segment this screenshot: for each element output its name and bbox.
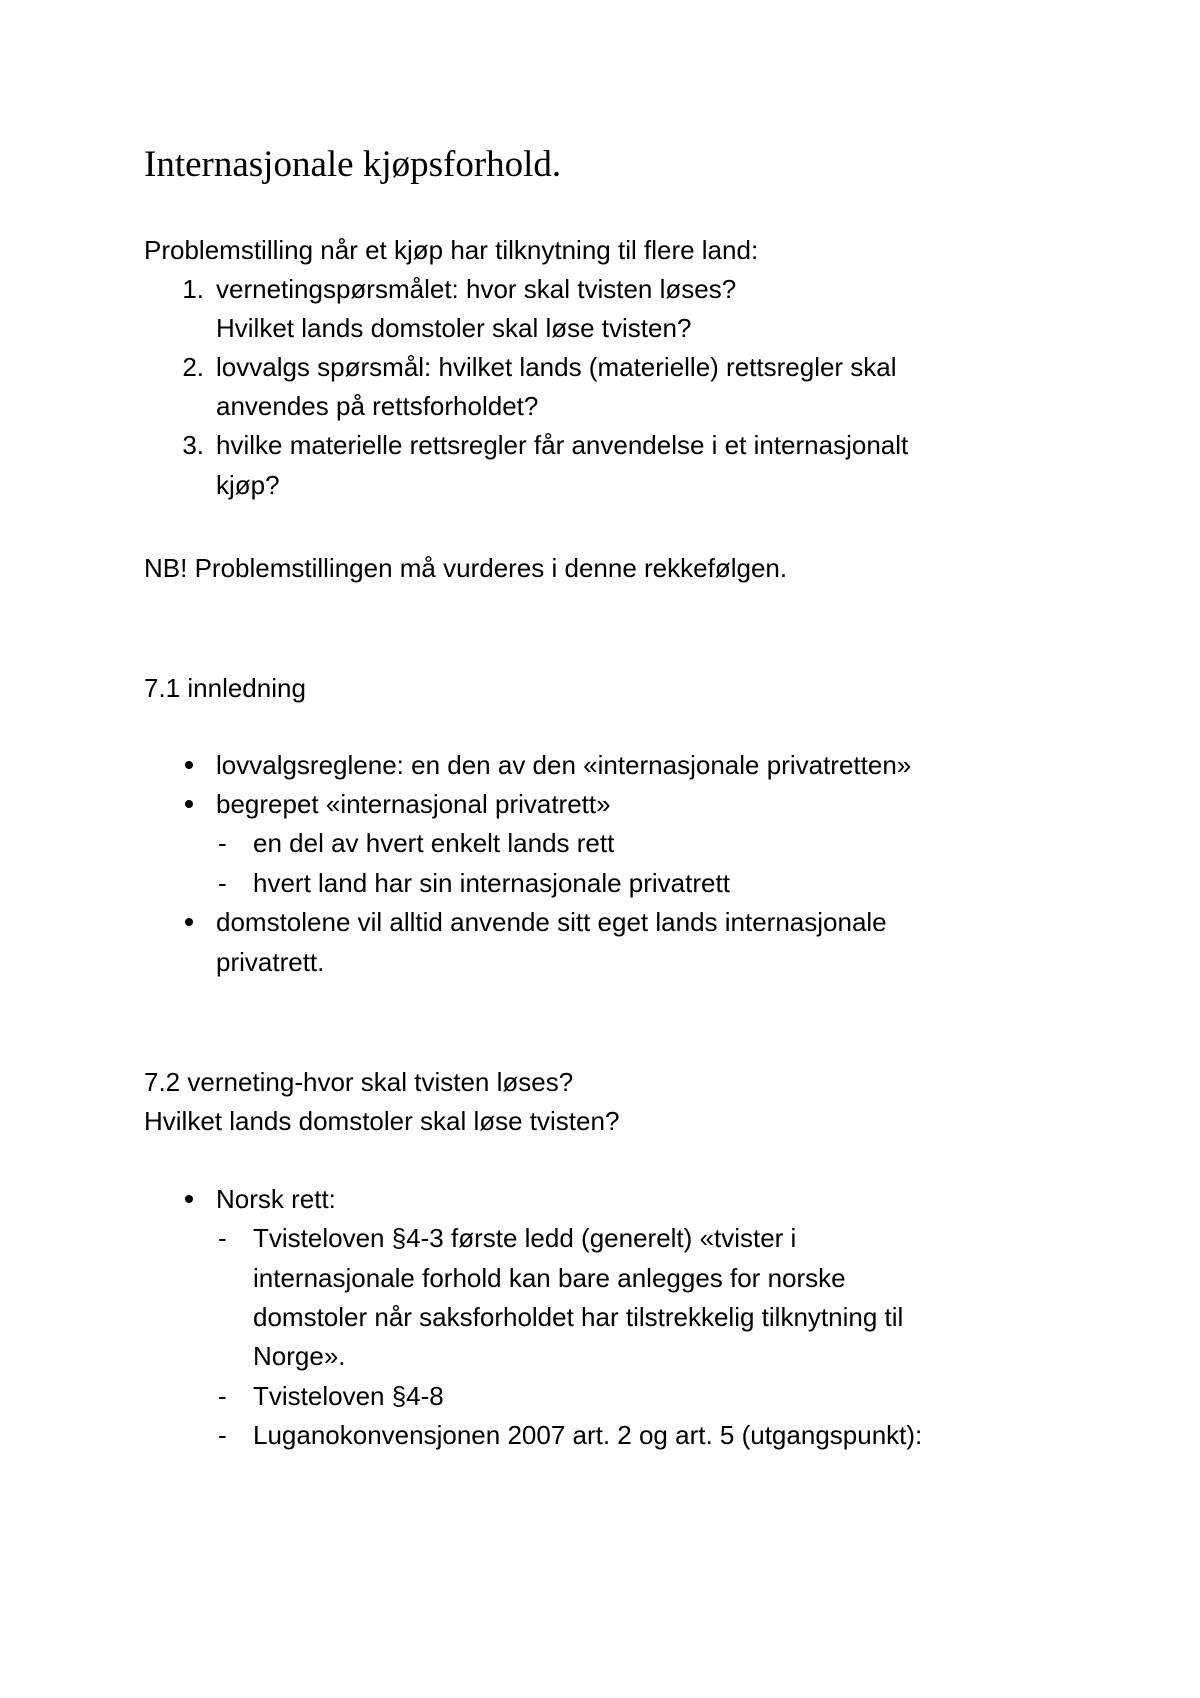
dash-item-text: Tvisteloven §4-3 første ledd (generelt) «tvister i [253, 1223, 797, 1253]
bullet-item-text: Norsk rett: [216, 1184, 336, 1214]
dash-item-text: hvert land har sin internasjonale privatrett [253, 868, 730, 898]
dash-marker: - [218, 868, 227, 898]
section-subheading: Hvilket lands domstoler skal løse tvisten? [144, 1106, 620, 1136]
bullet-icon [185, 800, 193, 808]
dash-item-text: Luganokonvensjonen 2007 art. 2 og art. 5 (utgangspunkt): [253, 1420, 923, 1450]
list-item-text: vernetingspørsmålet: hvor skal tvisten løses? [216, 274, 737, 304]
intro-heading: Problemstilling når et kjøp har tilknytning til flere land: [144, 235, 759, 265]
list-item-text: anvendes på rettsforholdet? [216, 391, 539, 421]
bullet-icon [185, 1195, 193, 1203]
intro-note: NB! Problemstillingen må vurderes i denne rekkefølgen. [144, 553, 788, 583]
dash-marker: - [218, 1420, 227, 1450]
bullet-item-text: lovvalgsreglene: en den av den «internasjonale privatretten» [216, 750, 912, 780]
list-number: 1. [182, 274, 204, 304]
section-heading: 7.1 innledning [144, 673, 306, 703]
list-item-text: Hvilket lands domstoler skal løse tvisten? [216, 313, 692, 343]
list-item-text: hvilke materielle rettsregler får anvendelse i et internasjonalt [216, 430, 909, 460]
bullet-item-text: domstolene vil alltid anvende sitt eget lands internasjonale [216, 907, 887, 937]
bullet-item-text: privatrett. [216, 947, 325, 977]
list-number: 2. [182, 352, 204, 382]
dash-item-text: internasjonale forhold kan bare anlegges for norske [253, 1263, 846, 1293]
list-item-text: lovvalgs spørsmål: hvilket lands (materielle) rettsregler skal [216, 352, 897, 382]
dash-item-text: en del av hvert enkelt lands rett [253, 828, 615, 858]
dash-item-text: Tvisteloven §4-8 [253, 1381, 444, 1411]
bullet-item-text: begrepet «internasjonal privatrett» [216, 789, 611, 819]
section-heading: 7.2 verneting-hvor skal tvisten løses? [144, 1067, 574, 1097]
dash-item-text: Norge». [253, 1341, 346, 1371]
list-number: 3. [182, 430, 204, 460]
document-title: Internasjonale kjøpsforhold. [144, 144, 562, 185]
bullet-icon [185, 761, 193, 769]
dash-marker: - [218, 828, 227, 858]
dash-marker: - [218, 1381, 227, 1411]
bullet-icon [185, 918, 193, 926]
dash-marker: - [218, 1223, 227, 1253]
dash-item-text: domstoler når saksforholdet har tilstrekkelig tilknytning til [253, 1302, 904, 1332]
list-item-text: kjøp? [216, 470, 280, 500]
